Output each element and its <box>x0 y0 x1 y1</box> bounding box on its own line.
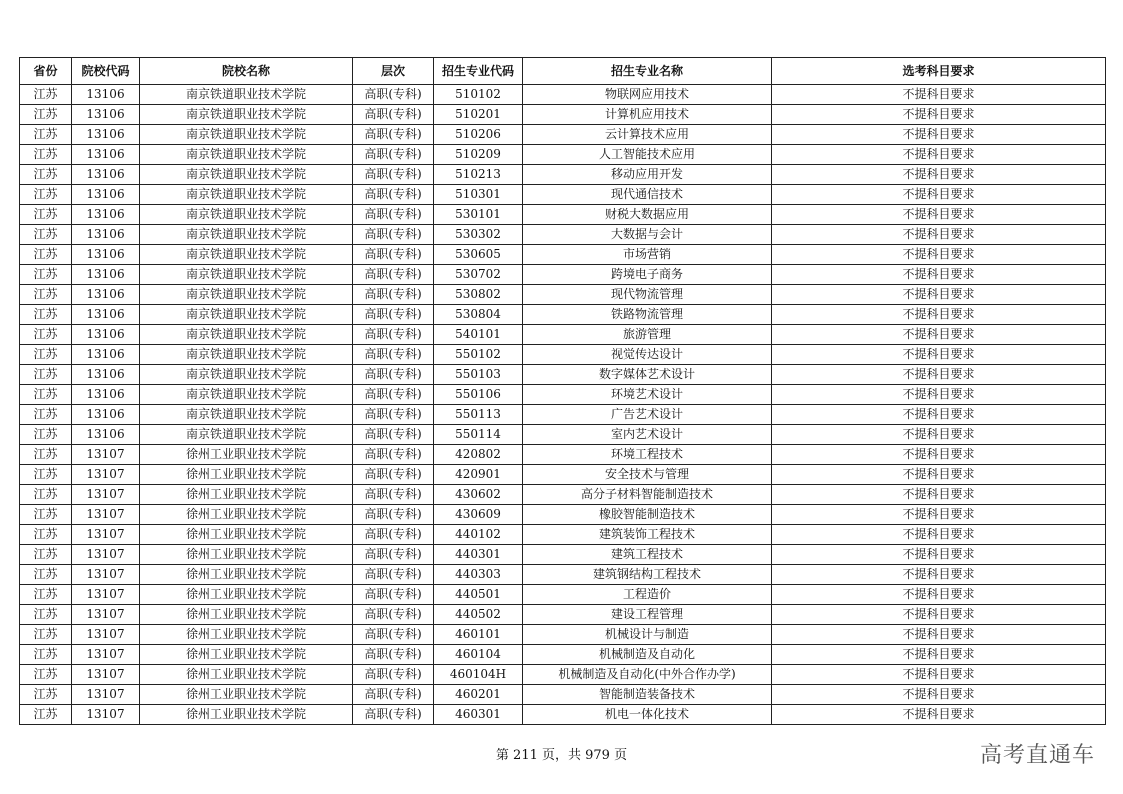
cell-level: 高职(专科) <box>353 665 434 685</box>
cell-major-code: 550102 <box>434 345 523 365</box>
cell-major-code: 460201 <box>434 685 523 705</box>
table-row <box>20 385 1106 405</box>
cell-subject-requirement: 不提科目要求 <box>772 585 1106 605</box>
cell-subject-requirement: 不提科目要求 <box>772 425 1106 445</box>
cell-major-name: 环境艺术设计 <box>523 385 772 405</box>
cell-major-name: 市场营销 <box>523 245 772 265</box>
cell-province: 江苏 <box>20 385 72 405</box>
cell-school-name: 南京铁道职业技术学院 <box>140 425 353 445</box>
cell-major-code: 510301 <box>434 185 523 205</box>
cell-level: 高职(专科) <box>353 125 434 145</box>
cell-level: 高职(专科) <box>353 585 434 605</box>
cell-school-name: 南京铁道职业技术学院 <box>140 265 353 285</box>
cell-major-name: 人工智能技术应用 <box>523 145 772 165</box>
cell-school-code: 13106 <box>72 285 140 305</box>
cell-province: 江苏 <box>20 405 72 425</box>
cell-subject-requirement: 不提科目要求 <box>772 605 1106 625</box>
cell-province: 江苏 <box>20 665 72 685</box>
cell-level: 高职(专科) <box>353 105 434 125</box>
cell-school-name: 南京铁道职业技术学院 <box>140 85 353 105</box>
cell-level: 高职(专科) <box>353 205 434 225</box>
cell-school-name: 南京铁道职业技术学院 <box>140 385 353 405</box>
cell-school-code: 13106 <box>72 425 140 445</box>
cell-major-code: 430602 <box>434 485 523 505</box>
cell-major-name: 建筑钢结构工程技术 <box>523 565 772 585</box>
table-row <box>20 145 1106 165</box>
cell-province: 江苏 <box>20 565 72 585</box>
cell-subject-requirement: 不提科目要求 <box>772 245 1106 265</box>
cell-school-code: 13107 <box>72 525 140 545</box>
cell-level: 高职(专科) <box>353 485 434 505</box>
cell-province: 江苏 <box>20 425 72 445</box>
cell-province: 江苏 <box>20 545 72 565</box>
cell-major-code: 510102 <box>434 85 523 105</box>
cell-province: 江苏 <box>20 185 72 205</box>
table-row <box>20 285 1106 305</box>
cell-subject-requirement: 不提科目要求 <box>772 385 1106 405</box>
table-row <box>20 245 1106 265</box>
cell-major-name: 计算机应用技术 <box>523 105 772 125</box>
cell-major-name: 现代通信技术 <box>523 185 772 205</box>
cell-school-code: 13107 <box>72 705 140 725</box>
table-header-row <box>20 58 1106 85</box>
cell-subject-requirement: 不提科目要求 <box>772 645 1106 665</box>
cell-major-name: 机械制造及自动化 <box>523 645 772 665</box>
table-row <box>20 645 1106 665</box>
table-body <box>20 85 1106 725</box>
table-row <box>20 225 1106 245</box>
table-row <box>20 365 1106 385</box>
cell-school-code: 13106 <box>72 325 140 345</box>
cell-school-code: 13107 <box>72 485 140 505</box>
cell-school-code: 13106 <box>72 345 140 365</box>
cell-province: 江苏 <box>20 125 72 145</box>
cell-school-name: 徐州工业职业技术学院 <box>140 585 353 605</box>
cell-subject-requirement: 不提科目要求 <box>772 525 1106 545</box>
cell-province: 江苏 <box>20 165 72 185</box>
cell-subject-requirement: 不提科目要求 <box>772 685 1106 705</box>
cell-province: 江苏 <box>20 345 72 365</box>
cell-subject-requirement: 不提科目要求 <box>772 185 1106 205</box>
cell-subject-requirement: 不提科目要求 <box>772 285 1106 305</box>
cell-school-code: 13106 <box>72 145 140 165</box>
cell-major-name: 机械制造及自动化(中外合作办学) <box>523 665 772 685</box>
table-row <box>20 465 1106 485</box>
cell-subject-requirement: 不提科目要求 <box>772 225 1106 245</box>
cell-level: 高职(专科) <box>353 465 434 485</box>
cell-major-name: 铁路物流管理 <box>523 305 772 325</box>
cell-major-code: 550113 <box>434 405 523 425</box>
cell-school-code: 13106 <box>72 245 140 265</box>
page-number: 第 211 页，共 979 页 <box>495 748 628 763</box>
cell-school-name: 徐州工业职业技术学院 <box>140 445 353 465</box>
cell-subject-requirement: 不提科目要求 <box>772 445 1106 465</box>
table-row <box>20 165 1106 185</box>
table-row <box>20 605 1106 625</box>
cell-major-code: 530302 <box>434 225 523 245</box>
cell-major-code: 530101 <box>434 205 523 225</box>
cell-school-name: 南京铁道职业技术学院 <box>140 105 353 125</box>
cell-level: 高职(专科) <box>353 625 434 645</box>
cell-major-code: 530702 <box>434 265 523 285</box>
cell-subject-requirement: 不提科目要求 <box>772 305 1106 325</box>
cell-major-code: 530804 <box>434 305 523 325</box>
cell-school-name: 徐州工业职业技术学院 <box>140 705 353 725</box>
cell-major-name: 移动应用开发 <box>523 165 772 185</box>
table-row <box>20 705 1106 725</box>
header-subject-requirement: 选考科目要求 <box>772 58 1106 85</box>
cell-level: 高职(专科) <box>353 265 434 285</box>
cell-school-code: 13106 <box>72 125 140 145</box>
cell-school-name: 徐州工业职业技术学院 <box>140 605 353 625</box>
cell-level: 高职(专科) <box>353 165 434 185</box>
cell-major-code: 420901 <box>434 465 523 485</box>
cell-subject-requirement: 不提科目要求 <box>772 705 1106 725</box>
cell-major-code: 460104 <box>434 645 523 665</box>
cell-major-code: 460301 <box>434 705 523 725</box>
cell-major-name: 机电一体化技术 <box>523 705 772 725</box>
cell-school-name: 徐州工业职业技术学院 <box>140 625 353 645</box>
cell-school-code: 13107 <box>72 565 140 585</box>
cell-school-name: 南京铁道职业技术学院 <box>140 325 353 345</box>
cell-subject-requirement: 不提科目要求 <box>772 205 1106 225</box>
cell-province: 江苏 <box>20 465 72 485</box>
cell-subject-requirement: 不提科目要求 <box>772 145 1106 165</box>
cell-school-code: 13107 <box>72 625 140 645</box>
cell-school-code: 13107 <box>72 585 140 605</box>
cell-major-code: 510213 <box>434 165 523 185</box>
cell-subject-requirement: 不提科目要求 <box>772 345 1106 365</box>
table-row <box>20 125 1106 145</box>
table-row <box>20 525 1106 545</box>
cell-major-code: 510201 <box>434 105 523 125</box>
cell-major-code: 440502 <box>434 605 523 625</box>
table-row <box>20 625 1106 645</box>
cell-subject-requirement: 不提科目要求 <box>772 85 1106 105</box>
cell-school-code: 13107 <box>72 685 140 705</box>
cell-level: 高职(专科) <box>353 645 434 665</box>
cell-subject-requirement: 不提科目要求 <box>772 625 1106 645</box>
cell-subject-requirement: 不提科目要求 <box>772 545 1106 565</box>
cell-school-name: 徐州工业职业技术学院 <box>140 505 353 525</box>
cell-major-code: 420802 <box>434 445 523 465</box>
header-level: 层次 <box>353 58 434 85</box>
cell-school-name: 南京铁道职业技术学院 <box>140 165 353 185</box>
admissions-table <box>19 57 1106 725</box>
cell-major-name: 高分子材料智能制造技术 <box>523 485 772 505</box>
cell-major-name: 建设工程管理 <box>523 605 772 625</box>
cell-major-code: 510209 <box>434 145 523 165</box>
cell-subject-requirement: 不提科目要求 <box>772 465 1106 485</box>
table-row <box>20 545 1106 565</box>
cell-major-name: 安全技术与管理 <box>523 465 772 485</box>
cell-level: 高职(专科) <box>353 185 434 205</box>
cell-level: 高职(专科) <box>353 285 434 305</box>
cell-major-name: 机械设计与制造 <box>523 625 772 645</box>
cell-major-code: 550106 <box>434 385 523 405</box>
cell-school-code: 13106 <box>72 105 140 125</box>
cell-province: 江苏 <box>20 365 72 385</box>
cell-province: 江苏 <box>20 625 72 645</box>
cell-major-code: 530605 <box>434 245 523 265</box>
table-row <box>20 345 1106 365</box>
cell-major-code: 440301 <box>434 545 523 565</box>
cell-level: 高职(专科) <box>353 705 434 725</box>
cell-province: 江苏 <box>20 305 72 325</box>
cell-subject-requirement: 不提科目要求 <box>772 565 1106 585</box>
header-major-name: 招生专业名称 <box>523 58 772 85</box>
cell-school-name: 徐州工业职业技术学院 <box>140 685 353 705</box>
cell-school-name: 南京铁道职业技术学院 <box>140 205 353 225</box>
cell-province: 江苏 <box>20 265 72 285</box>
cell-school-name: 徐州工业职业技术学院 <box>140 545 353 565</box>
cell-province: 江苏 <box>20 145 72 165</box>
table-row <box>20 505 1106 525</box>
cell-school-name: 南京铁道职业技术学院 <box>140 225 353 245</box>
cell-subject-requirement: 不提科目要求 <box>772 405 1106 425</box>
cell-school-name: 徐州工业职业技术学院 <box>140 645 353 665</box>
cell-province: 江苏 <box>20 645 72 665</box>
cell-school-code: 13106 <box>72 185 140 205</box>
cell-level: 高职(专科) <box>353 425 434 445</box>
cell-school-code: 13106 <box>72 385 140 405</box>
cell-major-name: 跨境电子商务 <box>523 265 772 285</box>
cell-major-name: 现代物流管理 <box>523 285 772 305</box>
cell-school-name: 徐州工业职业技术学院 <box>140 525 353 545</box>
cell-level: 高职(专科) <box>353 545 434 565</box>
cell-school-code: 13106 <box>72 365 140 385</box>
table-row <box>20 305 1106 325</box>
cell-major-name: 环境工程技术 <box>523 445 772 465</box>
cell-province: 江苏 <box>20 285 72 305</box>
cell-major-name: 工程造价 <box>523 585 772 605</box>
cell-level: 高职(专科) <box>353 85 434 105</box>
cell-school-code: 13107 <box>72 665 140 685</box>
cell-subject-requirement: 不提科目要求 <box>772 105 1106 125</box>
cell-level: 高职(专科) <box>353 305 434 325</box>
table-row <box>20 485 1106 505</box>
cell-school-code: 13106 <box>72 165 140 185</box>
cell-subject-requirement: 不提科目要求 <box>772 165 1106 185</box>
cell-major-code: 440102 <box>434 525 523 545</box>
cell-school-name: 南京铁道职业技术学院 <box>140 305 353 325</box>
cell-school-name: 南京铁道职业技术学院 <box>140 285 353 305</box>
table-row <box>20 425 1106 445</box>
cell-major-code: 550114 <box>434 425 523 445</box>
cell-province: 江苏 <box>20 105 72 125</box>
cell-school-code: 13107 <box>72 645 140 665</box>
cell-school-name: 徐州工业职业技术学院 <box>140 485 353 505</box>
header-province: 省份 <box>20 58 72 85</box>
cell-school-name: 南京铁道职业技术学院 <box>140 405 353 425</box>
cell-school-code: 13107 <box>72 505 140 525</box>
cell-province: 江苏 <box>20 205 72 225</box>
table-row <box>20 265 1106 285</box>
cell-school-code: 13107 <box>72 545 140 565</box>
cell-level: 高职(专科) <box>353 385 434 405</box>
table-row <box>20 405 1106 425</box>
table-row <box>20 85 1106 105</box>
cell-major-name: 广告艺术设计 <box>523 405 772 425</box>
cell-major-code: 430609 <box>434 505 523 525</box>
cell-level: 高职(专科) <box>353 525 434 545</box>
cell-province: 江苏 <box>20 705 72 725</box>
cell-school-name: 南京铁道职业技术学院 <box>140 145 353 165</box>
cell-major-code: 440303 <box>434 565 523 585</box>
cell-major-name: 数字媒体艺术设计 <box>523 365 772 385</box>
cell-province: 江苏 <box>20 585 72 605</box>
cell-school-code: 13107 <box>72 465 140 485</box>
cell-level: 高职(专科) <box>353 345 434 365</box>
cell-school-code: 13106 <box>72 305 140 325</box>
cell-major-name: 大数据与会计 <box>523 225 772 245</box>
cell-major-code: 540101 <box>434 325 523 345</box>
cell-major-name: 橡胶智能制造技术 <box>523 505 772 525</box>
cell-school-name: 南京铁道职业技术学院 <box>140 125 353 145</box>
table-row <box>20 205 1106 225</box>
cell-province: 江苏 <box>20 225 72 245</box>
cell-province: 江苏 <box>20 605 72 625</box>
cell-level: 高职(专科) <box>353 685 434 705</box>
cell-major-name: 旅游管理 <box>523 325 772 345</box>
cell-major-name: 智能制造装备技术 <box>523 685 772 705</box>
cell-province: 江苏 <box>20 245 72 265</box>
cell-level: 高职(专科) <box>353 245 434 265</box>
cell-major-name: 建筑装饰工程技术 <box>523 525 772 545</box>
cell-level: 高职(专科) <box>353 605 434 625</box>
cell-level: 高职(专科) <box>353 405 434 425</box>
cell-school-name: 南京铁道职业技术学院 <box>140 365 353 385</box>
cell-school-name: 南京铁道职业技术学院 <box>140 185 353 205</box>
cell-subject-requirement: 不提科目要求 <box>772 365 1106 385</box>
cell-level: 高职(专科) <box>353 145 434 165</box>
cell-subject-requirement: 不提科目要求 <box>772 505 1106 525</box>
table-row <box>20 445 1106 465</box>
cell-major-name: 物联网应用技术 <box>523 85 772 105</box>
cell-subject-requirement: 不提科目要求 <box>772 325 1106 345</box>
cell-major-code: 460101 <box>434 625 523 645</box>
cell-major-code: 440501 <box>434 585 523 605</box>
cell-major-name: 室内艺术设计 <box>523 425 772 445</box>
cell-major-name: 建筑工程技术 <box>523 545 772 565</box>
watermark: 高考直通车 <box>979 743 1095 768</box>
cell-school-name: 徐州工业职业技术学院 <box>140 465 353 485</box>
cell-school-name: 南京铁道职业技术学院 <box>140 345 353 365</box>
cell-school-code: 13107 <box>72 445 140 465</box>
table-row <box>20 185 1106 205</box>
header-school-name: 院校名称 <box>140 58 353 85</box>
cell-level: 高职(专科) <box>353 505 434 525</box>
table-row <box>20 665 1106 685</box>
header-major-code: 招生专业代码 <box>434 58 523 85</box>
table-row <box>20 105 1106 125</box>
cell-province: 江苏 <box>20 445 72 465</box>
cell-school-code: 13106 <box>72 225 140 245</box>
cell-province: 江苏 <box>20 505 72 525</box>
header-school-code: 院校代码 <box>72 58 140 85</box>
cell-school-code: 13107 <box>72 605 140 625</box>
cell-school-name: 徐州工业职业技术学院 <box>140 665 353 685</box>
cell-province: 江苏 <box>20 685 72 705</box>
cell-level: 高职(专科) <box>353 365 434 385</box>
cell-major-code: 510206 <box>434 125 523 145</box>
table-row <box>20 585 1106 605</box>
cell-subject-requirement: 不提科目要求 <box>772 485 1106 505</box>
cell-province: 江苏 <box>20 525 72 545</box>
cell-level: 高职(专科) <box>353 225 434 245</box>
cell-major-name: 云计算技术应用 <box>523 125 772 145</box>
cell-school-code: 13106 <box>72 205 140 225</box>
cell-level: 高职(专科) <box>353 445 434 465</box>
cell-province: 江苏 <box>20 485 72 505</box>
table-row <box>20 685 1106 705</box>
cell-subject-requirement: 不提科目要求 <box>772 665 1106 685</box>
cell-school-code: 13106 <box>72 85 140 105</box>
cell-school-name: 徐州工业职业技术学院 <box>140 565 353 585</box>
table-row <box>20 565 1106 585</box>
cell-major-code: 460104H <box>434 665 523 685</box>
cell-level: 高职(专科) <box>353 325 434 345</box>
cell-school-name: 南京铁道职业技术学院 <box>140 245 353 265</box>
cell-school-code: 13106 <box>72 265 140 285</box>
table-row <box>20 325 1106 345</box>
cell-level: 高职(专科) <box>353 565 434 585</box>
cell-subject-requirement: 不提科目要求 <box>772 265 1106 285</box>
cell-major-code: 550103 <box>434 365 523 385</box>
cell-major-code: 530802 <box>434 285 523 305</box>
cell-subject-requirement: 不提科目要求 <box>772 125 1106 145</box>
cell-province: 江苏 <box>20 325 72 345</box>
cell-major-name: 财税大数据应用 <box>523 205 772 225</box>
cell-school-code: 13106 <box>72 405 140 425</box>
cell-major-name: 视觉传达设计 <box>523 345 772 365</box>
cell-province: 江苏 <box>20 85 72 105</box>
